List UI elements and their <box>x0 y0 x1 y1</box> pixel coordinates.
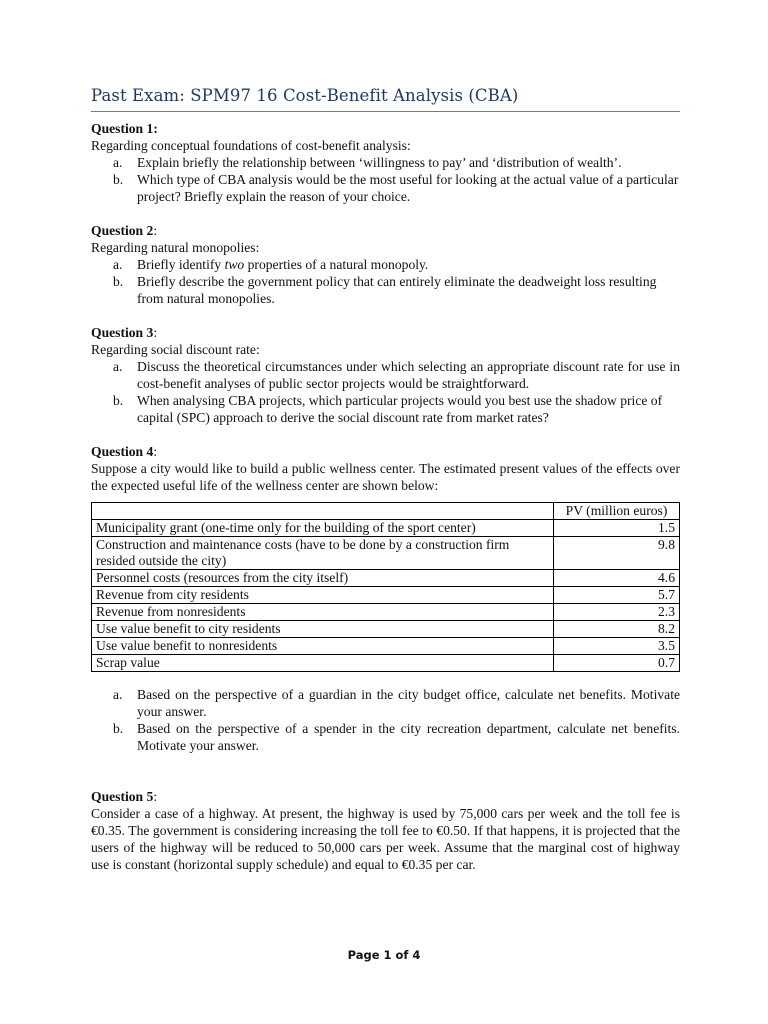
question-4-heading <box>91 443 680 460</box>
part-marker: a. <box>113 257 123 272</box>
part-text: Briefly describe the government policy that can entirely eliminate the deadweight loss resulting from natural monopolies. <box>137 274 657 306</box>
question-3-heading <box>91 324 680 341</box>
question-5-intro: Consider a case of a highway. At present, the highway is used by 75,000 cars per week and the toll fee is €0.35. The government is considering increasing the toll fee to €0.50. If that happens, it is projected that the users of the highway will be reduced to 50,000 cars per week. Assume that the marginal cost of highway use is constant (horizontal supply schedule) and equal to €0.35 per car. <box>91 806 680 872</box>
question-1-part-b <box>91 171 680 205</box>
question-4-intro: Suppose a city would like to build a public wellness center. The estimated present values of the effects over the expected useful life of the wellness center are shown below: <box>91 461 680 493</box>
question-2-heading <box>91 222 680 239</box>
document-title: Past Exam: SPM97 16 Cost-Benefit Analysis (CBA) <box>91 86 519 105</box>
question-2-subparts <box>91 256 680 307</box>
table-cell-label: Use value benefit to nonresidents <box>92 638 554 655</box>
table-cell-value: 1.5 <box>554 520 680 537</box>
question-4-part-b <box>91 720 680 754</box>
part-text: Explain briefly the relationship between ‘willingness to pay’ and ‘distribution of wealth’. <box>137 155 622 170</box>
question-1 <box>91 120 680 205</box>
part-marker: b. <box>113 274 124 289</box>
table-cell-value: 4.6 <box>554 570 680 587</box>
table-cell-label: Construction and maintenance costs (have to be done by a construction firm resided outside the city) <box>92 537 554 570</box>
question-1-subparts <box>91 154 680 205</box>
table-cell-label: Revenue from city residents <box>92 587 554 604</box>
heading-colon: : <box>153 444 158 459</box>
table-cell-value: 2.3 <box>554 604 680 621</box>
table-cell-value: 3.5 <box>554 638 680 655</box>
table-cell-value: 9.8 <box>554 537 680 570</box>
question-2-intro: Regarding natural monopolies: <box>91 240 260 255</box>
part-marker: a. <box>113 687 123 702</box>
table-cell-label: Revenue from nonresidents <box>92 604 554 621</box>
table-row <box>92 537 680 570</box>
table-cell-label: Municipality grant (one-time only for the building of the sport center) <box>92 520 554 537</box>
part-text-post: properties of a natural monopoly. <box>244 257 429 272</box>
part-text: Discuss the theoretical circumstances under which selecting an appropriate discount rate for use in cost-benefit analyses of public sector projects would be straightforward. <box>137 359 680 391</box>
question-2-part-a <box>91 256 680 273</box>
document-body <box>91 120 680 873</box>
table-cell-value: 8.2 <box>554 621 680 638</box>
question-4-heading-text: Question 4 <box>91 444 154 459</box>
question-1-intro: Regarding conceptual foundations of cost-benefit analysis: <box>91 138 411 153</box>
part-text: Which type of CBA analysis would be the most useful for looking at the actual value of a particular project? Briefly explain the reason of your choice. <box>137 172 679 204</box>
title-divider <box>91 111 680 112</box>
table-header-empty <box>92 503 554 520</box>
present-values-table <box>91 502 680 672</box>
table-row <box>92 621 680 638</box>
question-2-heading-text: Question 2 <box>91 223 154 238</box>
question-3-part-b <box>91 392 680 426</box>
heading-colon: : <box>153 223 158 238</box>
question-5-heading-text: Question 5 <box>91 789 154 804</box>
question-2-part-b <box>91 273 680 307</box>
part-marker: a. <box>113 359 123 374</box>
part-text: Based on the perspective of a spender in the city recreation department, calculate net benefits. Motivate your answer. <box>137 721 680 753</box>
table-row <box>92 638 680 655</box>
question-3-heading-text: Question 3 <box>91 325 154 340</box>
question-1-part-a <box>91 154 680 171</box>
question-5 <box>91 788 680 873</box>
table-cell-label: Personnel costs (resources from the city itself) <box>92 570 554 587</box>
question-5-heading <box>91 788 680 805</box>
part-marker: b. <box>113 721 124 736</box>
table-row <box>92 570 680 587</box>
table-row <box>92 655 680 672</box>
part-text: When analysing CBA projects, which particular projects would you best use the shadow price of capital (SPC) approach to derive the social discount rate from market rates? <box>137 393 663 425</box>
question-3-part-a <box>91 358 680 392</box>
heading-colon: : <box>153 789 158 804</box>
table-cell-value: 0.7 <box>554 655 680 672</box>
question-2 <box>91 222 680 307</box>
part-text-pre: Briefly identify <box>137 257 225 272</box>
question-3-intro: Regarding social discount rate: <box>91 342 260 357</box>
table-header-pv: PV (million euros) <box>554 503 680 520</box>
table-row <box>92 520 680 537</box>
table-header-row <box>92 503 680 520</box>
part-marker: a. <box>113 155 123 170</box>
part-text-emphasis: two <box>224 257 245 272</box>
question-4-subparts <box>91 686 680 754</box>
part-marker: b. <box>113 172 124 187</box>
table-cell-label: Use value benefit to city residents <box>92 621 554 638</box>
table-cell-label: Scrap value <box>92 655 554 672</box>
heading-colon: : <box>153 325 158 340</box>
table-row <box>92 587 680 604</box>
part-marker: b. <box>113 393 124 408</box>
question-3-subparts <box>91 358 680 426</box>
question-4-part-a <box>91 686 680 720</box>
table-row <box>92 604 680 621</box>
page-footer: Page 1 of 4 <box>347 948 421 962</box>
question-1-heading: Question 1: <box>91 121 158 136</box>
question-4 <box>91 443 680 754</box>
question-3 <box>91 324 680 426</box>
table-cell-value: 5.7 <box>554 587 680 604</box>
part-text: Based on the perspective of a guardian in the city budget office, calculate net benefits. Motivate your answer. <box>137 687 680 719</box>
